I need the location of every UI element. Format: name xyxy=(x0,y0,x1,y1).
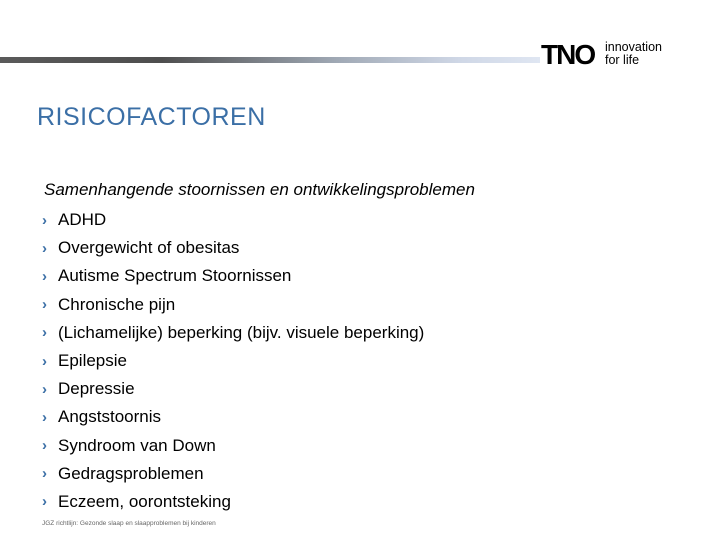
slide-subtitle: Samenhangende stoornissen en ontwikkelingsproblemen xyxy=(44,180,475,199)
list-item xyxy=(42,319,424,347)
list-item-label: Autisme Spectrum Stoornissen xyxy=(58,266,292,286)
chevron-right-icon: › xyxy=(42,465,47,483)
logo-tagline-line1: innovation xyxy=(605,40,662,54)
logo-tagline xyxy=(605,41,662,67)
list-item xyxy=(42,206,424,234)
logo-brand: TNO xyxy=(541,39,595,70)
chevron-right-icon: › xyxy=(42,239,47,257)
list-item xyxy=(42,432,424,460)
chevron-right-icon: › xyxy=(42,493,47,511)
list-item-label: Gedragsproblemen xyxy=(58,463,204,483)
footer-note: JGZ richtlijn: Gezonde slaap en slaapproblemen bij kinderen xyxy=(42,520,216,527)
tno-logo xyxy=(541,40,671,72)
list-item xyxy=(42,234,424,262)
list-item xyxy=(42,347,424,375)
header-rule xyxy=(0,57,540,63)
chevron-right-icon: › xyxy=(42,437,47,455)
list-item-label: Syndroom van Down xyxy=(58,435,216,455)
list-item-label: ADHD xyxy=(58,210,107,230)
list-item xyxy=(42,375,424,403)
chevron-right-icon: › xyxy=(42,211,47,229)
list-item-label: Chronische pijn xyxy=(58,294,176,314)
chevron-right-icon: › xyxy=(42,267,47,285)
chevron-right-icon: › xyxy=(42,408,47,426)
list-item xyxy=(42,488,424,516)
list-item-label: Eczeem, oorontsteking xyxy=(58,491,231,511)
list-item xyxy=(42,403,424,431)
list-item-label: Epilepsie xyxy=(58,351,127,371)
list-item xyxy=(42,460,424,488)
list-item-label: Depressie xyxy=(58,379,135,399)
list-item xyxy=(42,262,424,290)
logo-tagline-line2: for life xyxy=(605,53,640,67)
chevron-right-icon: › xyxy=(42,352,47,370)
chevron-right-icon: › xyxy=(42,380,47,398)
list-item-label: Overgewicht of obesitas xyxy=(58,238,240,258)
slide-title: RISICOFACTOREN xyxy=(37,103,266,131)
list-item-label: Angststoornis xyxy=(58,407,161,427)
chevron-right-icon: › xyxy=(42,324,47,342)
list-item-label: (Lichamelijke) beperking (bijv. visuele beperking) xyxy=(58,322,425,342)
list-item xyxy=(42,291,424,319)
risk-factor-list xyxy=(42,206,424,516)
chevron-right-icon: › xyxy=(42,296,47,314)
